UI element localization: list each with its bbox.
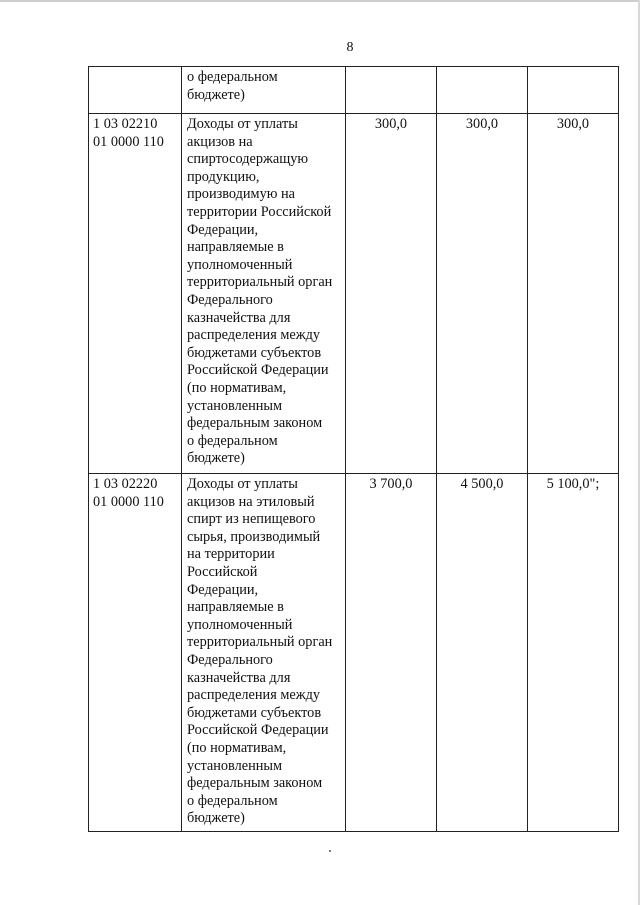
row-2-desc-line: Российской Федерации: [187, 722, 329, 739]
row-2-desc-line: Федерации,: [187, 581, 259, 598]
row-1-value-3: 300,0: [528, 114, 619, 474]
row-1-desc-line: уполномоченный: [187, 256, 293, 273]
row-0-value-1: [346, 67, 437, 114]
row-1-code-line: 01 0000 110: [93, 133, 164, 150]
row-2-desc-line: территориальный орган: [187, 634, 333, 651]
row-0-value-2: [437, 67, 528, 114]
row-1-desc-line: распределения между: [187, 327, 321, 344]
table-row: [89, 114, 619, 474]
row-2-desc-line: сырья, производимый: [187, 528, 321, 545]
row-2-desc-line: Доходы от уплаты: [187, 476, 298, 492]
scan-speck: [329, 850, 331, 852]
row-1-desc-line: территориальный орган: [187, 274, 333, 291]
row-2-desc-line: на территории: [187, 546, 275, 563]
row-1-desc-line: направляемые в: [187, 239, 284, 256]
row-1-value-2: 300,0: [437, 114, 528, 474]
row-1-desc-line: спиртосодержащую: [187, 151, 309, 168]
table-row: [89, 67, 619, 114]
row-2-desc-line: акцизов на этиловый: [187, 493, 315, 510]
row-2-desc-line: Федерального: [187, 651, 273, 668]
table-row: [89, 474, 619, 832]
row-1-code-cell: [89, 114, 182, 474]
row-1-desc-line: установленным: [187, 397, 283, 414]
row-2-desc-line: (по нормативам,: [187, 739, 287, 756]
row-1-desc-line: о федеральном: [187, 432, 278, 449]
scan-edge-top: [0, 0, 640, 2]
row-1-desc-line: казначейства для: [187, 309, 291, 326]
row-2-description-cell: [182, 474, 346, 832]
row-2-desc-line: направляемые в: [187, 599, 284, 616]
row-2-desc-line: бюджетами субъектов: [187, 704, 322, 721]
row-0-desc-line: о федеральном: [187, 69, 278, 85]
row-2-desc-line: о федеральном: [187, 792, 278, 809]
row-1-desc-line: Федерации,: [187, 221, 259, 238]
row-1-desc-line: территории Российской: [187, 203, 332, 220]
row-2-desc-line: спирт из непищевого: [187, 511, 316, 528]
row-1-desc-line: бюджетами субъектов: [187, 344, 322, 361]
row-1-description-cell: [182, 114, 346, 474]
row-1-desc-line: Федерального: [187, 291, 273, 308]
row-2-desc-line: казначейства для: [187, 669, 291, 686]
row-1-desc-line: продукцию,: [187, 168, 260, 185]
row-0-desc-line: бюджете): [187, 86, 245, 103]
row-2-code-cell: [89, 474, 182, 832]
row-1-desc-line: федеральным законом: [187, 415, 323, 432]
row-1-desc-line: бюджете): [187, 450, 245, 467]
row-2-desc-line: бюджете): [187, 810, 245, 827]
row-0-description-cell: [182, 67, 346, 114]
row-2-desc-line: установленным: [187, 757, 283, 774]
row-2-value-3: 5 100,0";: [528, 474, 619, 832]
row-1-desc-line: Доходы от уплаты: [187, 116, 298, 132]
row-1-code-line: 1 03 02210: [93, 116, 158, 132]
row-2-desc-line: федеральным законом: [187, 775, 323, 792]
row-1-desc-line: (по нормативам,: [187, 379, 287, 396]
row-1-desc-line: акцизов на: [187, 133, 253, 150]
budget-revenue-table: [88, 66, 619, 832]
row-1-desc-line: производимую на: [187, 186, 296, 203]
row-1-desc-line: Российской Федерации: [187, 362, 329, 379]
row-2-value-1: 3 700,0: [346, 474, 437, 832]
row-0-value-3: [528, 67, 619, 114]
row-2-desc-line: распределения между: [187, 687, 321, 704]
row-2-code-line: 01 0000 110: [93, 493, 164, 510]
row-2-desc-line: Российской: [187, 563, 258, 580]
row-2-code-line: 1 03 02220: [93, 476, 158, 492]
row-2-value-2: 4 500,0: [437, 474, 528, 832]
page-number: 8: [346, 40, 354, 55]
row-0-code-cell: [89, 67, 182, 114]
row-1-value-1: 300,0: [346, 114, 437, 474]
row-2-desc-line: уполномоченный: [187, 616, 293, 633]
